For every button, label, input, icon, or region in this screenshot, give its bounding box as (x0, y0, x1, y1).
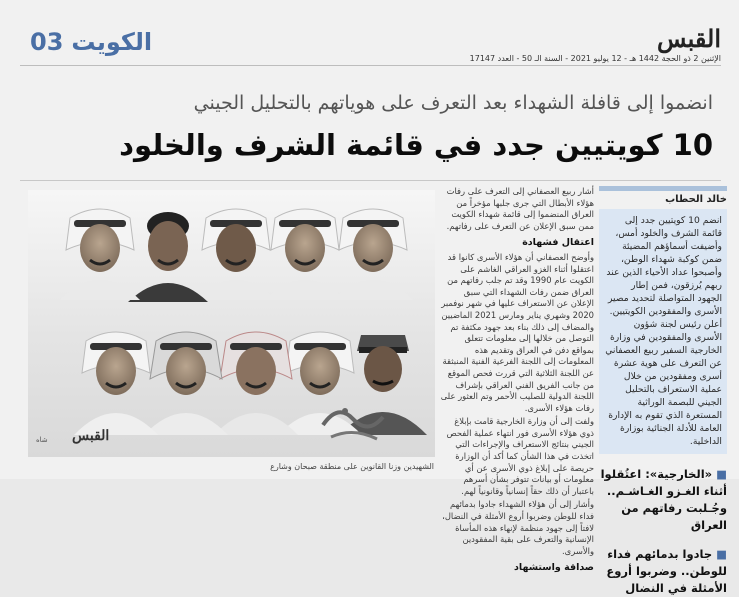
intro-box: انضم 10 كويتيين جدد إلى قائمة الشرف والخلود أمس، وأضيفت أسماؤهم المضيئة ضمن كوكبة شهداء الوطن، وأصبحوا عداد الأحياء الذين عند ربهم يُرزقون، فمن إطار الجهود المتواصلة لتحديد مصير الأسرى والمفقودين الكويتيين. أعلن رئيس لجنة شؤون الأسرى والمفقودين في وزارة الخارجية السفير ربيع العصفاني عن التعرف على هوية عشرة أسرى ومفقودين من خلال عملية الاستعراف بالتحليل الجيني للبصمة الوراثية المستعرة الذي تقوم به الإدارة العامة للأدلة الجنائية بوزارة الداخلية. (599, 209, 727, 454)
body-paragraph: وأوضح العصفاني أن هؤلاء الأسرى كانوا قد اعتقلوا أثناء الغزو العراقي الغاشم على الكويت عام 1990 وقد تم جلب رفاتهم من العراق ضمن رفات الشهداء التي سبق الإعلان عن الاستعراف عليها في شهر نوفمبر 2020 وشهري يناير ومارس 2021 الماضيين والمضاف إلى ذلك بناء بعد جهود مكثفة تم التوصل من خلالها إلى معلومات تتعلق بمواقع دفن في العراق وتقديم هذه المعلومات إلى اللجنة الفرعية الفنية المنبثقة عن اللجنة الثلاثية التي قررت فحص الموقع من جانب الفريق الفني العراقي بإشراف اللجنة الدولية للصليب الأحمر وتم العثور على رفات هؤلاء الأسرى. (440, 251, 594, 413)
headline-divider (20, 180, 721, 181)
bullet-dot-icon: ■ (712, 547, 727, 561)
body-paragraph: وأشار إلى أن هؤلاء الشهداء جادوا بدمائهم فداء للوطن وضربوا أروع الأمثلة في النضال، لافتاً إلى جهود منظمة لإنهاء هذه المأساة الإنسانية والتعرف على بقية المفقودين والأسرى. (442, 499, 594, 556)
section-name: الكويت (71, 28, 153, 56)
masthead (0, 0, 739, 63)
newspaper-logo: القبس (657, 24, 721, 53)
subheading: اعتقال فشهادة (522, 237, 594, 249)
bullet-text-2: جادوا بدمائهم فداء للوطن.. وضربوا أروع الأمثلة في النضال (606, 547, 727, 595)
bullet-text-1: «الخارجية»: اعتُقلوا أثناء الغـزو الغـاشـم.. وجُـلبت رفاتهم من العراق (600, 467, 727, 532)
article-headline: 10 كويتيين جدد في قائمة الشرف والخلود (119, 128, 713, 162)
author-name: خالد الحطاب (665, 194, 727, 205)
bottom-text-line: الشهيدين وزنا القانوين على منطقة صبحان وشارع (270, 462, 434, 471)
photo-watermark-logo: القبس (72, 428, 110, 444)
bullet-headline-2 (599, 546, 727, 597)
right-column (599, 186, 727, 597)
subheading: صداقة واستشهاد (514, 562, 594, 574)
section-label (30, 28, 152, 56)
photo-credit: شاه (36, 436, 48, 444)
author-bar (599, 186, 727, 191)
middle-column (440, 186, 594, 577)
portrait-row-top (60, 209, 413, 302)
body-paragraph: ولفت إلى أن وزارة الخارجية قامت بإبلاغ ذوي هؤلاء الأسرى فور انتهاء عملية الفحص الجيني بنتائج الاستعراف والإجراءات التي اتخذت في هذا الشأن كما أكد أن الوزارة حريصة على إبلاغ ذوي الأسرى عن أي معلومات أو بيانات تتوفر بشأن أسرهم باعتبار أن ذلك حقاً إنسانياً وقانونياً لهم. (446, 416, 594, 496)
martyrs-portraits-graphic (28, 190, 435, 457)
bullet-dot-icon: ■ (712, 467, 727, 481)
portrait-row-bottom (74, 332, 427, 435)
issue-line: الإثنين 2 ذو الحجة 1442 هـ - 12 يوليو 2021 - السنة الـ 50 - العدد 17147 (469, 54, 721, 63)
bullet-headline-1 (599, 466, 727, 534)
top-divider (20, 65, 721, 66)
section-number: 03 (30, 28, 64, 56)
body-paragraph: أشار ربيع العصفاني إلى التعرف على رفات هؤلاء الأبطال التي جرى جلبها مؤخراً من العراق المنضموا إلى قائمة شهداء الكويت ممن سبق الإعلان عن التعرف على رفاتهم. (446, 186, 594, 231)
article-kicker: انضموا إلى قافلة الشهداء بعد التعرف على هوياتهم بالتحليل الجيني (193, 92, 713, 114)
martyrs-photo (28, 190, 435, 457)
